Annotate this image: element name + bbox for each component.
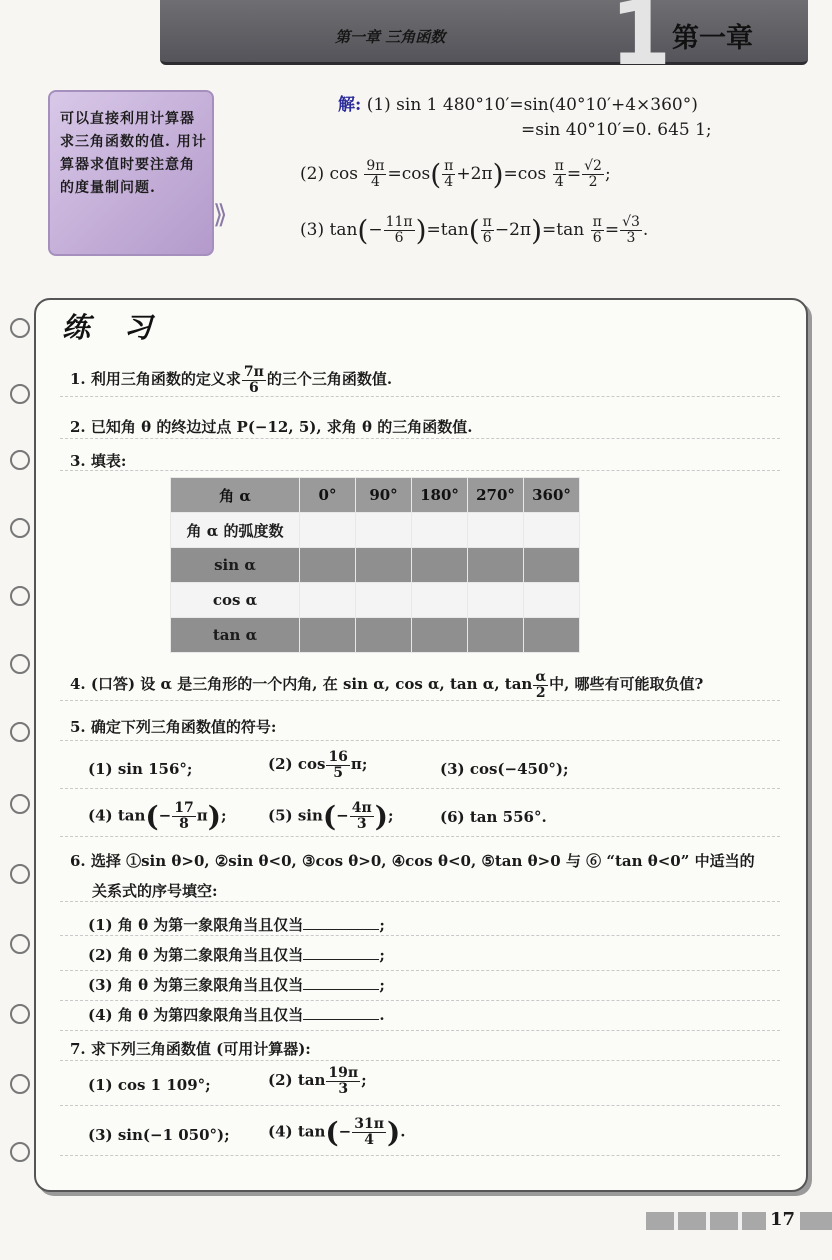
numerator: 4π — [351, 800, 372, 817]
question-5-3: (3) cos(−450°); — [440, 760, 569, 778]
numerator: 31π — [354, 1116, 384, 1133]
denominator: 4 — [444, 174, 454, 190]
text: 的三个三角函数值. — [266, 370, 393, 389]
question-6-2 — [88, 944, 385, 965]
binder-ring-icon — [10, 1074, 30, 1094]
rule-line — [60, 1000, 780, 1001]
numerator: √3 — [622, 214, 640, 231]
binder-ring-icon — [10, 934, 30, 954]
rule-line — [60, 396, 780, 397]
text: =tan — [542, 220, 585, 240]
fraction — [242, 365, 266, 395]
question-5-1: (1) sin 156°; — [88, 760, 193, 778]
table-row — [171, 618, 580, 653]
question-7-3: (3) sin(−1 050°); — [88, 1126, 230, 1144]
numerator: √2 — [584, 158, 602, 175]
rule-line — [60, 1105, 780, 1106]
fraction — [582, 159, 604, 189]
table-cell[interactable] — [356, 618, 412, 653]
paren-icon: ) — [531, 214, 543, 247]
text: (4) 角 θ 为第四象限角当且仅当 — [88, 1006, 304, 1024]
question-6-3 — [88, 974, 385, 995]
question-3: 3. 填表: — [70, 452, 127, 470]
fraction — [172, 801, 195, 831]
denominator: 6 — [482, 230, 492, 246]
text: (3) 角 θ 为第三象限角当且仅当 — [88, 976, 304, 994]
text: 1. 利用三角函数的定义求 — [70, 370, 241, 389]
text: 4. (口答) 设 α 是三角形的一个内角, 在 sin α, cos α, tan α, tan — [70, 675, 533, 694]
table-header: 角 α — [171, 478, 300, 513]
fraction — [553, 159, 566, 189]
running-title: 第一章 三角函数 — [335, 28, 446, 46]
fraction — [364, 159, 386, 189]
text: (1) 角 θ 为第一象限角当且仅当 — [88, 916, 304, 934]
question-1 — [70, 365, 392, 395]
question-7-2: (2) tan $\frac{19\pi}{3}$ ; — [268, 1065, 367, 1097]
paren-icon: ) — [415, 214, 427, 247]
denominator: 3 — [626, 230, 636, 246]
text: =cos — [503, 164, 547, 184]
text: 中, 哪些有可能取负值? — [549, 675, 704, 694]
question-4 — [70, 670, 703, 700]
text: (5) sin — [268, 806, 323, 825]
text: (3) tan — [300, 220, 358, 240]
question-5-6: (6) tan 556°. — [440, 808, 547, 826]
denominator: 2 — [535, 684, 546, 701]
question-6-4 — [88, 1004, 385, 1025]
solution-label: 解: — [338, 95, 362, 115]
rule-line — [60, 901, 780, 902]
table-cell[interactable] — [300, 548, 356, 583]
binder-ring-icon — [10, 586, 30, 606]
row-label: cos α — [171, 583, 300, 618]
table-header: 360° — [524, 478, 580, 513]
row-label: 角 α 的弧度数 — [171, 513, 300, 548]
fill-in-table — [170, 477, 580, 653]
table-header-row — [171, 478, 580, 513]
denominator: 4 — [554, 174, 564, 190]
page-corner-bar — [800, 1212, 832, 1230]
solution-step-1b: =sin 40°10′=0. 645 1; — [521, 120, 712, 140]
paren-icon: ( — [430, 158, 442, 191]
paren-icon: ( — [325, 1116, 339, 1149]
text: . — [379, 1006, 385, 1024]
denominator: 3 — [356, 816, 367, 832]
numerator: 16 — [328, 749, 348, 765]
table-cell[interactable] — [468, 618, 524, 653]
solution-step-1a — [338, 90, 698, 115]
numerator: π — [482, 214, 492, 231]
fraction — [481, 215, 494, 245]
rule-line — [60, 836, 780, 837]
answer-blank[interactable] — [303, 1005, 379, 1020]
question-7: 7. 求下列三角函数值 (可用计算器): — [70, 1040, 311, 1058]
question-2: 2. 已知角 θ 的终边过点 P(−12, 5), 求角 θ 的三角函数值. — [70, 418, 473, 436]
text: =cos — [387, 164, 431, 184]
text: (2) 角 θ 为第二象限角当且仅当 — [88, 946, 304, 964]
text: π — [196, 806, 208, 825]
paren-icon: ( — [322, 800, 337, 833]
page-footer-bar — [646, 1212, 766, 1230]
text: (2) cos — [300, 164, 358, 184]
denominator: 6 — [249, 379, 259, 396]
denominator: 6 — [592, 230, 602, 246]
table-cell[interactable] — [524, 548, 580, 583]
paren-icon: ( — [468, 214, 480, 247]
rule-line — [60, 740, 780, 741]
rule-line — [60, 970, 780, 971]
text: ; — [604, 164, 611, 184]
text: ; — [379, 946, 385, 964]
text: −2π — [494, 220, 532, 240]
binder-ring-icon — [10, 384, 30, 404]
rule-line — [60, 1155, 780, 1156]
text: (2) cos — [268, 755, 326, 774]
binder-ring-icon — [10, 518, 30, 538]
text: (4) tan — [88, 806, 146, 825]
numerator: π — [554, 158, 564, 175]
numerator: 19π — [328, 1065, 359, 1081]
binder-ring-icon — [10, 1142, 30, 1162]
question-7-1: (1) cos 1 109°; — [88, 1076, 211, 1094]
numerator: 7π — [243, 364, 264, 380]
numerator: α — [535, 669, 547, 685]
question-7-4: (4) tan(− $\frac{31\pi}{4}$ ). — [268, 1116, 406, 1149]
question-5-2 — [268, 750, 367, 780]
text: +2π — [456, 164, 493, 184]
paren-icon: ( — [145, 800, 159, 833]
denominator: 5 — [333, 764, 344, 781]
question-6-line-1: 6. 选择 ①sin θ>0, ②sin θ<0, ③cos θ>0, ④cos θ<0, ⑤tan θ>0 与 ⑥ “tan θ<0” 中适当的 — [70, 852, 755, 870]
numerator: 17 — [174, 800, 194, 817]
fraction — [384, 215, 415, 245]
question-5-5: (5) sin(− $\frac{4\pi}{3}$ ); — [268, 800, 394, 833]
fraction — [533, 670, 548, 700]
answer-blank[interactable] — [303, 975, 379, 990]
practice-title: 练 习 — [62, 311, 164, 344]
binder-ring-icon — [10, 722, 30, 742]
chapter-number: 1 — [610, 0, 672, 85]
fraction — [352, 1117, 386, 1147]
denominator: 6 — [394, 230, 404, 246]
solution-step-3: (3) tan(− $\frac{11\pi}{6}$ )=tan( $\frac{\pi}{6}$ −2π)=tan $\frac{\pi}{6}$ = $\frac{√3}{3}$ . — [300, 214, 649, 247]
paren-icon: ) — [374, 800, 388, 833]
side-note — [48, 90, 214, 256]
rule-line — [60, 438, 780, 439]
row-label: tan α — [171, 618, 300, 653]
text: =tan — [426, 220, 469, 240]
table-header: 270° — [468, 478, 524, 513]
fraction — [442, 159, 455, 189]
binder-ring-icon — [10, 794, 30, 814]
paren-icon: ( — [357, 214, 369, 247]
table-cell[interactable] — [356, 548, 412, 583]
fraction — [326, 1066, 360, 1096]
solution-text: (1) sin 1 480°10′=sin(40°10′+4×360°) — [366, 95, 698, 115]
fraction — [350, 801, 374, 831]
rule-line — [60, 470, 780, 471]
binder-ring-icon — [10, 318, 30, 338]
table-row — [171, 513, 580, 548]
rule-line — [60, 1030, 780, 1031]
numerator: 9π — [366, 158, 385, 175]
numerator: π — [592, 214, 602, 231]
answer-blank[interactable] — [303, 945, 379, 960]
page-number: 17 — [770, 1209, 796, 1230]
text: . — [642, 220, 649, 240]
rule-line — [60, 1060, 780, 1061]
row-label: sin α — [171, 548, 300, 583]
fraction — [326, 750, 349, 780]
table-cell[interactable] — [300, 583, 356, 618]
binder-ring-icon — [10, 450, 30, 470]
text: (4) tan — [268, 1122, 326, 1141]
question-5-4: (4) tan(− $\frac{17}{8}$ π); — [88, 800, 227, 833]
table-row — [171, 583, 580, 618]
binder-ring-icon — [10, 654, 30, 674]
table-cell[interactable] — [412, 513, 468, 548]
solution-step-2: (2) cos $\frac{9\pi}{4}$ =cos( $\frac{\pi}{4}$ +2π)=cos $\frac{\pi}{4}$ = $\frac{√2}{2}$ ; — [300, 158, 611, 191]
table-cell[interactable] — [412, 548, 468, 583]
text: (2) tan — [268, 1071, 326, 1090]
paren-icon: ) — [492, 158, 504, 191]
paren-icon: ) — [207, 800, 221, 833]
table-header: 90° — [356, 478, 412, 513]
rule-line — [60, 935, 780, 936]
table-header: 180° — [412, 478, 468, 513]
binder-ring-icon — [10, 1004, 30, 1024]
question-6-1 — [88, 914, 385, 935]
table-cell[interactable] — [356, 583, 412, 618]
table-cell[interactable] — [356, 513, 412, 548]
table-cell[interactable] — [468, 513, 524, 548]
question-6-line-2: 关系式的序号填空: — [92, 882, 218, 900]
table-cell[interactable] — [300, 618, 356, 653]
table-cell[interactable] — [524, 583, 580, 618]
paren-icon: ) — [386, 1116, 401, 1149]
table-cell[interactable] — [524, 618, 580, 653]
table-cell[interactable] — [468, 548, 524, 583]
denominator: 3 — [338, 1080, 349, 1097]
answer-blank[interactable] — [303, 915, 379, 930]
denominator: 4 — [370, 174, 380, 190]
denominator: 8 — [179, 816, 189, 832]
fraction — [620, 215, 642, 245]
text: ; — [379, 976, 385, 994]
text: ; — [379, 916, 385, 934]
chapter-label: 第一章 — [672, 23, 753, 54]
numerator: π — [444, 158, 454, 175]
rule-line — [60, 788, 780, 789]
denominator: 2 — [588, 174, 598, 190]
denominator: 4 — [364, 1132, 374, 1148]
table-cell[interactable] — [524, 513, 580, 548]
table-cell[interactable] — [412, 618, 468, 653]
side-note-text: 可以直接利用计算器求三角函数的值. 用计算器求值时要注意角的度量制问题. — [60, 111, 207, 196]
question-5: 5. 确定下列三角函数值的符号: — [70, 718, 277, 736]
table-header: 0° — [300, 478, 356, 513]
text: π; — [350, 755, 368, 774]
table-cell[interactable] — [468, 583, 524, 618]
note-arrow-icon: ⟫ — [213, 200, 228, 230]
table-cell[interactable] — [300, 513, 356, 548]
fraction — [591, 215, 604, 245]
table-row — [171, 548, 580, 583]
binder-ring-icon — [10, 864, 30, 884]
table-cell[interactable] — [412, 583, 468, 618]
numerator: 11π — [385, 214, 413, 231]
